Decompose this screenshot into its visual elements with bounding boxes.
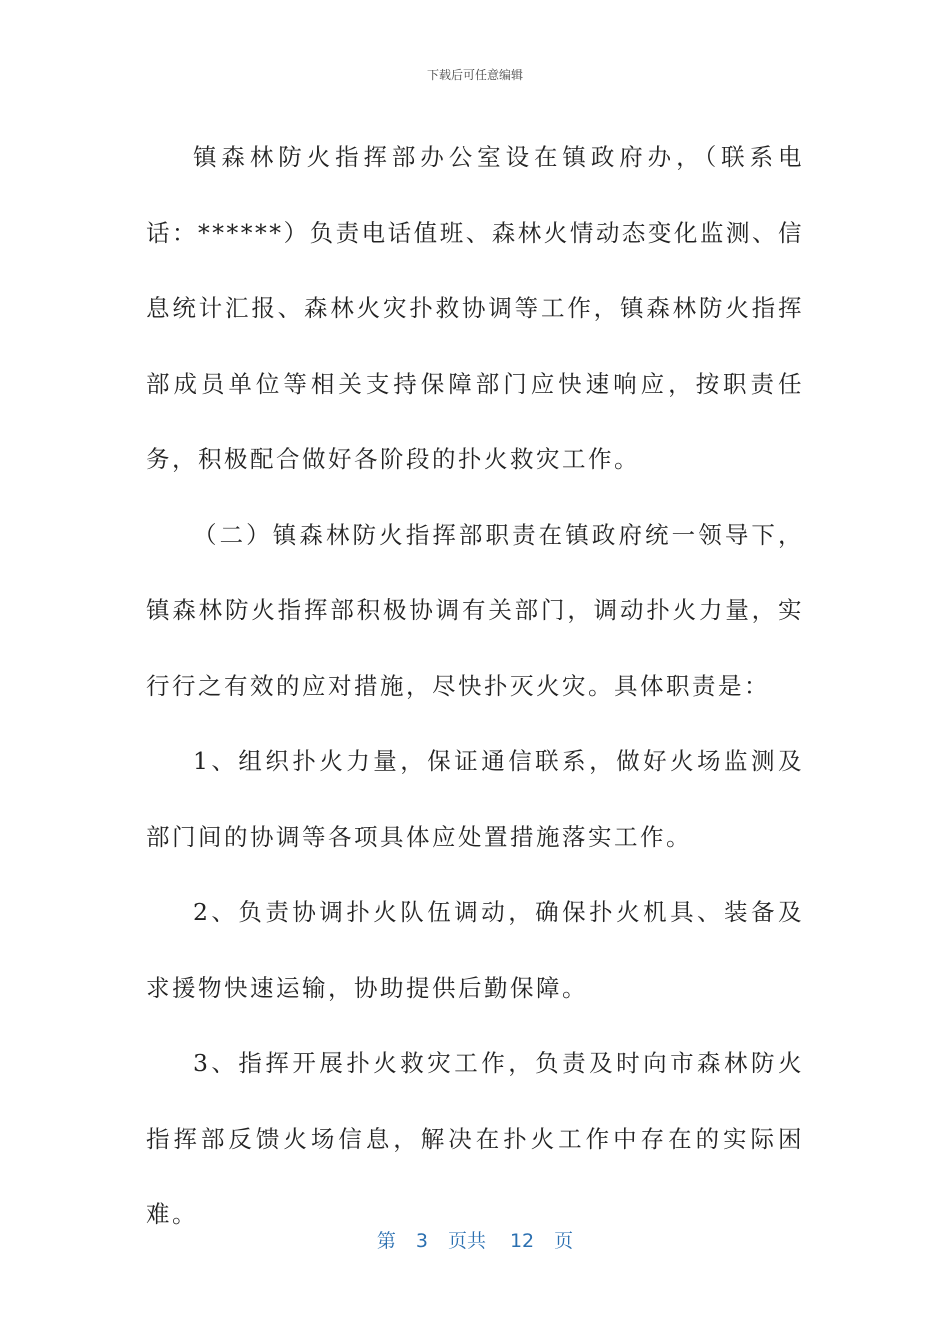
page-middle-text: 页共 <box>447 1230 486 1252</box>
paragraph-item-3: 3、指挥开展扑火救灾工作，负责及时向市森林防火指挥部反馈火场信息，解决在扑火工作中存在的实际困难。 <box>146 1049 804 1228</box>
paragraph-section-two: （二）镇森林防火指挥部职责在镇政府统一领导下，镇森林防火指挥部积极协调有关部门，调动扑火力量，实行行之有效的应对措施，尽快扑灭火灾。具体职责是： <box>146 520 804 700</box>
current-page-number: 3 <box>415 1230 428 1252</box>
paragraph-office-duties: 镇森林防火指挥部办公室设在镇政府办，（联系电话：******）负责电话值班、森林火情动态变化监测、信息统计汇报、森林火灾扑救协调等工作，镇森林防火指挥部成员单位等相关支持保障部门应快速响应，按职责任务，积极配合做好各阶段的扑火救灾工作。 <box>146 143 804 473</box>
total-pages-number: 12 <box>509 1230 535 1252</box>
paragraph-item-2: 2、负责协调扑火队伍调动，确保扑火机具、装备及求援物快速运输，协助提供后勤保障。 <box>146 898 804 1002</box>
page-prefix: 第 <box>376 1230 396 1252</box>
page-suffix: 页 <box>554 1230 574 1252</box>
page-header-note: 下载后可任意编辑 <box>426 68 523 82</box>
page-number-footer <box>0 1226 950 1253</box>
document-body <box>146 120 804 1253</box>
paragraph-item-1: 1、组织扑火力量，保证通信联系，做好火场监测及部门间的协调等各项具体应处置措施落实工作。 <box>146 747 804 851</box>
